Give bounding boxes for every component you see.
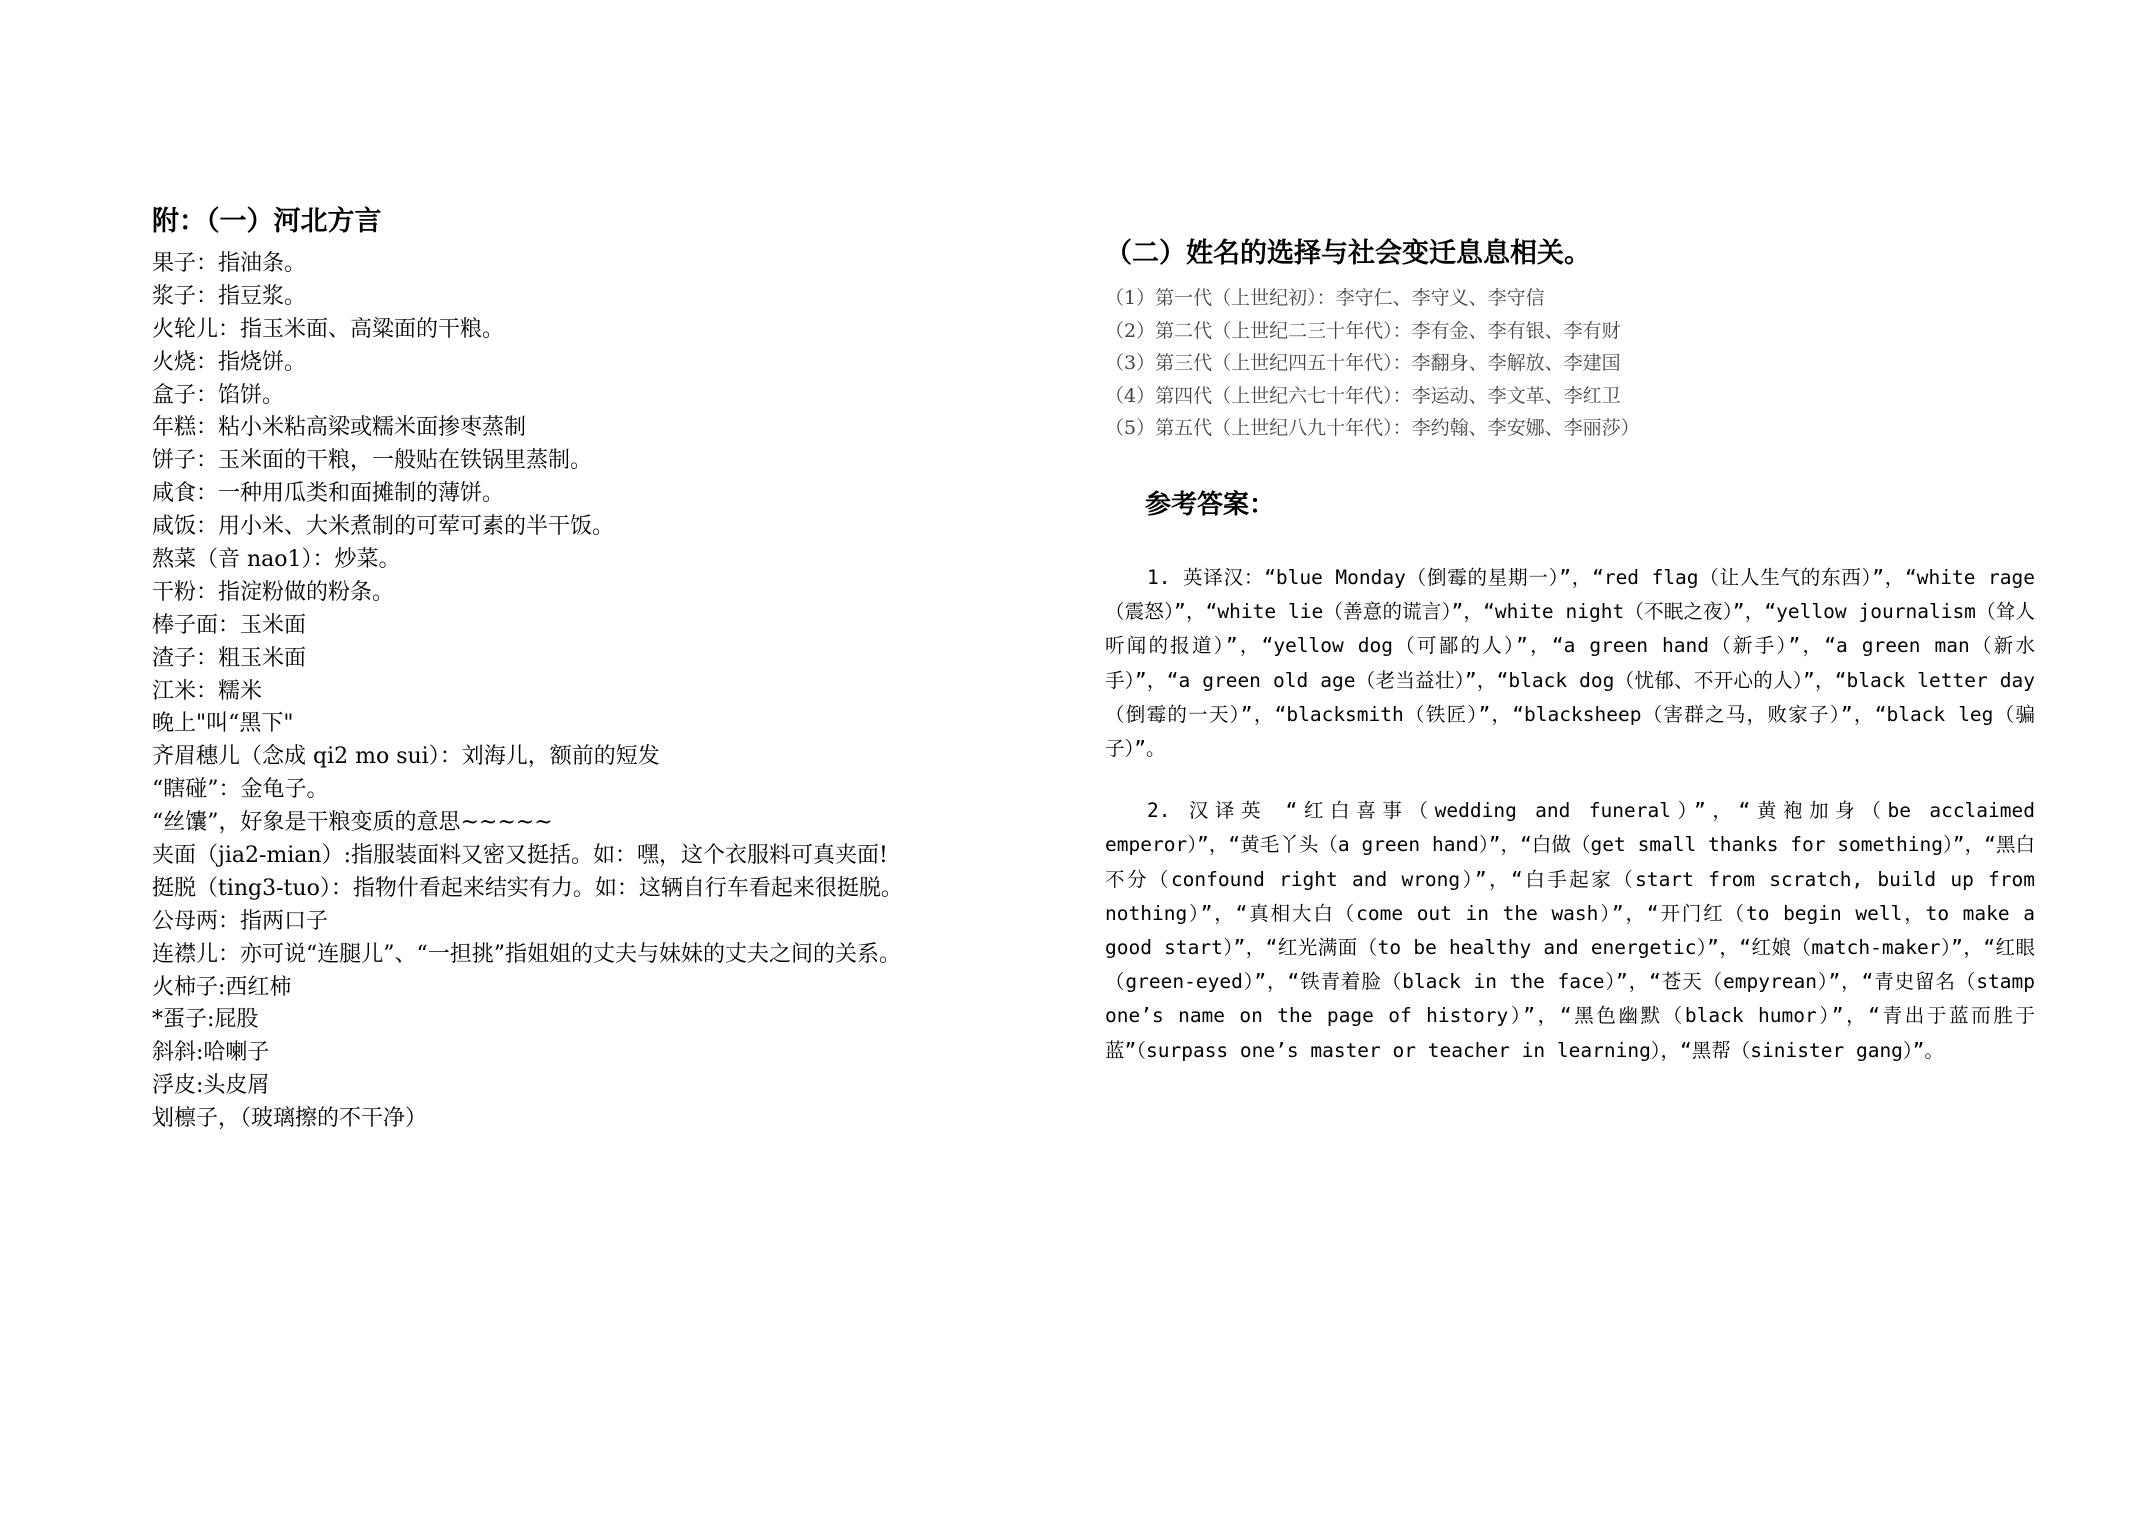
dialect-entry: 浮皮:头皮屑 (152, 1073, 270, 1099)
dialect-entry: 果子：指油条。 (152, 251, 307, 276)
dialect-entry: 饼子：玉米面的干粮，一般贴在铁锅里蒸制。 (152, 448, 593, 474)
names-and-answers-section (1105, 232, 2035, 1068)
dialect-entry: 年糕：粘小米粘高梁或糯米面掺枣蒸制 (152, 415, 527, 441)
answer-paragraph-english-to-chinese: 1. 英译汉：“blue Monday（倒霉的星期一）”，“red flag（让人生气的东西）”，“white rage（震怒）”，“white lie（善意的谎言）”，“white night（不眠之夜）”，“yellow journalism（耸人听闻的报道）”，“yellow dog（可鄙的人）”，“a green hand（新手）”，“a green man（新水手）”，“a green old age（老当益壮）”，“black dog（忧郁、不开心的人）”，“black letter day（倒霉的一天）”，“blacksmith（铁匠）”，“blacksheep（害群之马，败家子）”，“black leg（骗子）”。 (1105, 565, 2035, 760)
generation-list (1105, 282, 2035, 445)
generation-entry: （3）第三代（上世纪四五十年代）：李翻身、李解放、李建国 (1105, 352, 1621, 375)
dialect-list (152, 248, 1052, 1136)
dialect-entry: 齐眉穗儿（念成 qi2 mo sui）：刘海儿，额前的短发 (152, 744, 660, 770)
section-title-hebei-dialect: 附：（一）河北方言 (152, 206, 382, 237)
dialect-entry: 公母两：指两口子 (152, 908, 329, 934)
generation-entry: （2）第二代（上世纪二三十年代）：李有金、李有银、李有财 (1105, 319, 1621, 342)
dialect-entry: 浆子：指豆浆。 (152, 283, 307, 309)
dialect-entry: 夹面（jia2-mian）:指服装面料又密又挺括。如：嘿，这个衣服料可真夹面! (152, 843, 888, 869)
answer-paragraph-chinese-to-english: 2. 汉译英 “红白喜事（wedding and funeral）”，“黄袍加身（be acclaimed emperor）”，“黄毛丫头（a green hand）”，“白做（get small thanks for something）”，“黑白不分（confound right and wrong）”，“白手起家（start from scratch, build up from nothing）”，“真相大白（come out in the wash）”，“开门红（to begin well，to make a good start）”，“红光满面（to be healthy and energetic）”，“红娘（match-maker）”，“红眼（green-eyed）”，“铁青着脸（black in the face）”，“苍天（empyrean）”，“青史留名（stamp one’s name on the page of history）”，“黑色幽默（black humor）”，“青出于蓝而胜于蓝”（surpass one’s master or teacher in learning），“黑帮（sinister gang）”。 (1105, 799, 2035, 1062)
dialect-entry: “丝馕”，好象是干粮变质的意思~~~~~ (152, 810, 553, 836)
dialect-entry: 晚上"叫“黑下" (152, 711, 294, 737)
dialect-entry: 渣子：粗玉米面 (152, 645, 307, 671)
dialect-entry: 火柿子:西红柿 (152, 974, 292, 1000)
dialect-entry: 划檩子，（玻璃擦的不干净） (152, 1106, 428, 1132)
generation-entry: （1）第一代（上世纪初）：李守仁、李守义、李守信 (1105, 287, 1545, 309)
dialect-entry: 干粉：指淀粉做的粉条。 (152, 579, 395, 605)
dialect-entry: 火烧：指烧饼。 (152, 349, 307, 375)
dialect-entry: 火轮儿：指玉米面、高粱面的干粮。 (152, 316, 505, 342)
generation-entry: （5）第五代（上世纪八九十年代）：李约翰、李安娜、李丽莎） (1105, 417, 1640, 440)
generation-entry: （4）第四代（上世纪六七十年代）：李运动、李文革、李红卫 (1105, 384, 1621, 407)
dialect-entry: “瞎碰”：金龟子。 (152, 777, 329, 803)
section-title-names: （二）姓名的选择与社会变迁息息相关。 (1105, 238, 1591, 269)
dialect-entry: 盒子：馅饼。 (152, 382, 285, 408)
dialect-entry: 斜斜:哈喇子 (152, 1040, 270, 1066)
dialect-entry: 江米：糯米 (152, 678, 263, 704)
dialect-entry: 棒子面：玉米面 (152, 612, 307, 638)
answer-heading: 参考答案： (1145, 489, 1276, 520)
dialect-section (152, 200, 1052, 1136)
dialect-entry: 挺脱（ting3-tuo）：指物什看起来结实有力。如：这辆自行车看起来很挺脱。 (152, 875, 903, 901)
dialect-entry: 连襟儿：亦可说“连腿儿”、“一担挑”指姐姐的丈夫与妹妹的丈夫之间的关系。 (152, 941, 901, 967)
dialect-entry: 咸饭：用小米、大米煮制的可荤可素的半干饭。 (152, 514, 615, 540)
dialect-entry: 熬菜（音 nao1）：炒菜。 (152, 547, 401, 573)
dialect-entry: 咸食：一种用瓜类和面摊制的薄饼。 (152, 481, 505, 507)
dialect-entry: *蛋子:屁股 (152, 1007, 259, 1033)
